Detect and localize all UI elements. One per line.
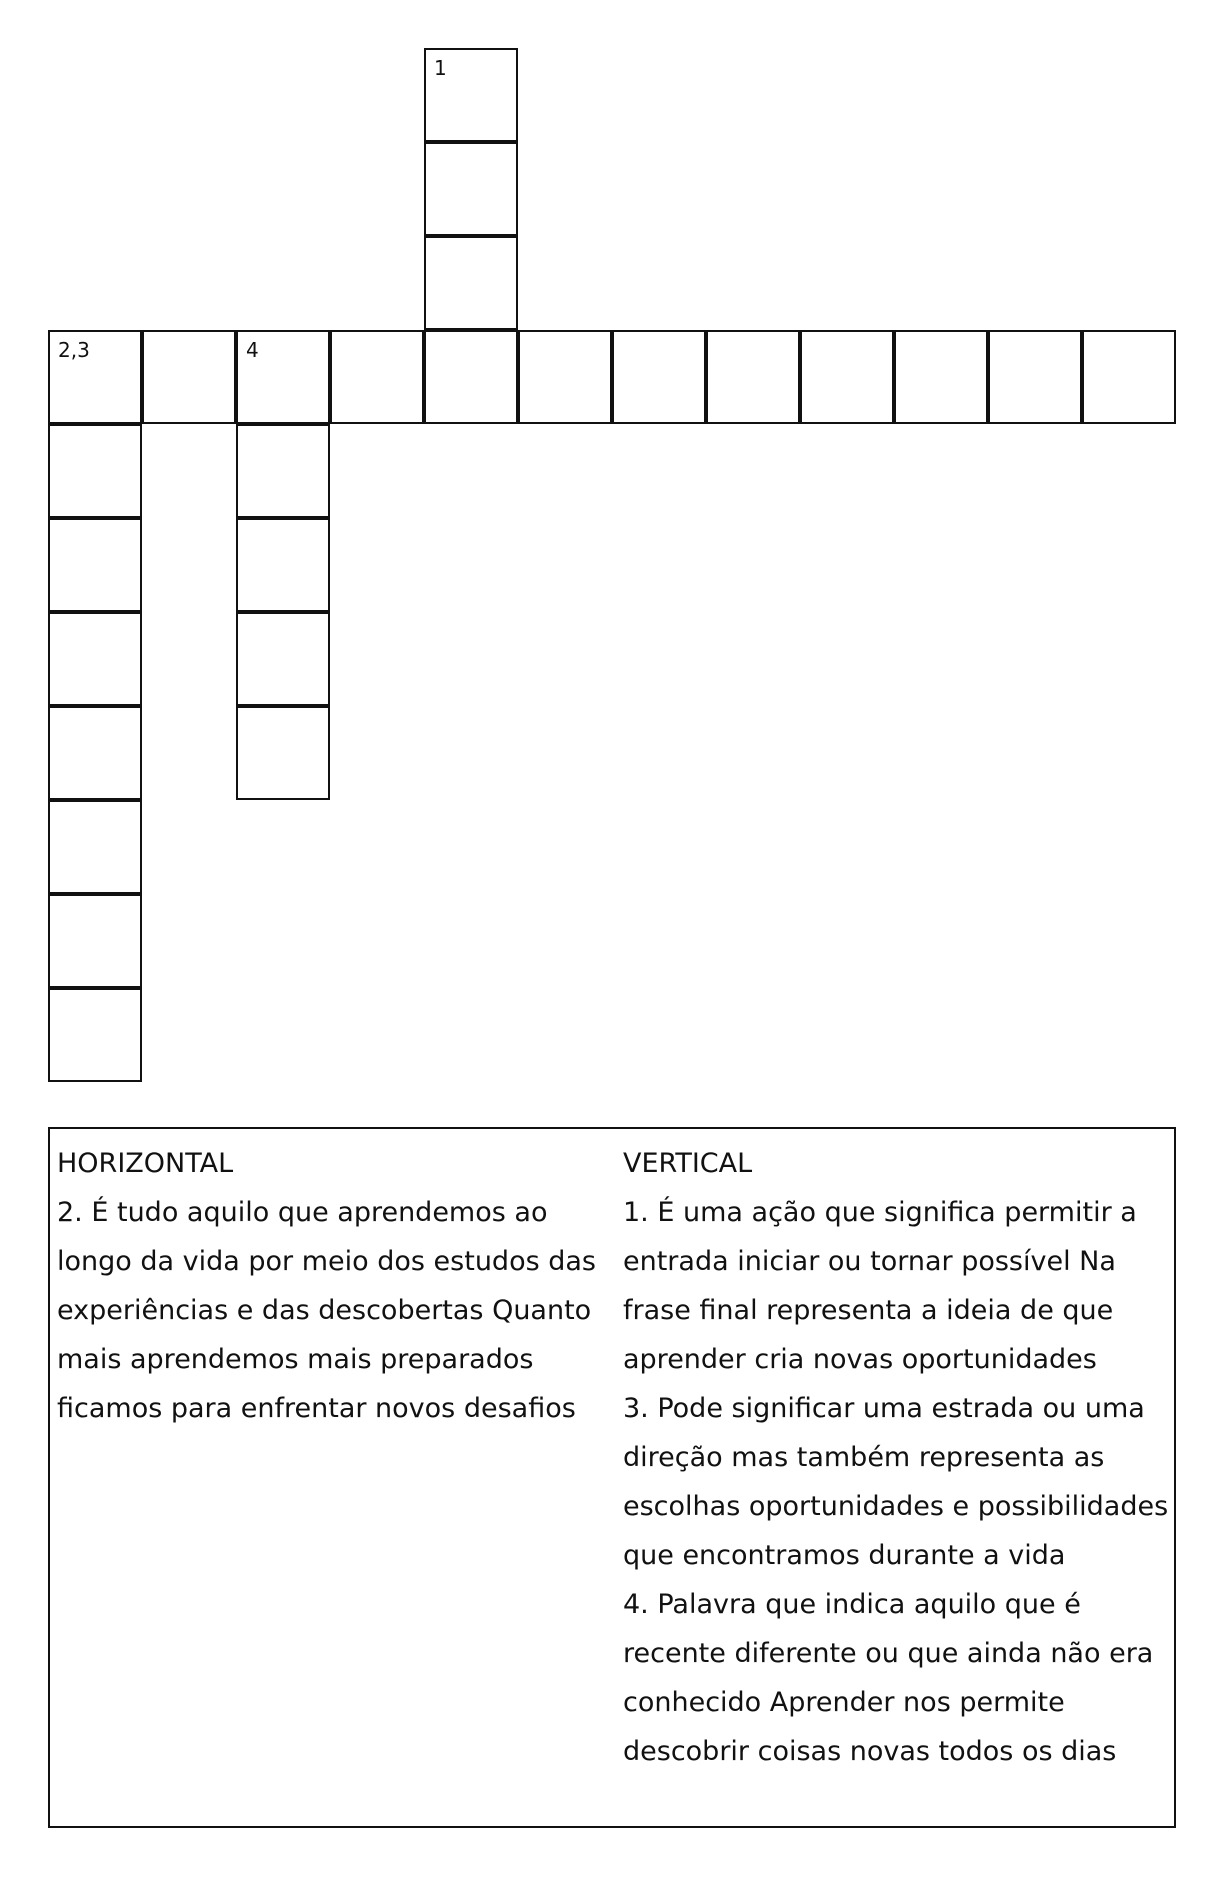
crossword-cell[interactable] bbox=[48, 424, 142, 518]
clue-number: 4 bbox=[246, 338, 259, 362]
crossword-cell[interactable] bbox=[330, 330, 424, 424]
crossword-cell[interactable] bbox=[424, 236, 518, 330]
crossword-cell[interactable] bbox=[142, 330, 236, 424]
vertical-clues bbox=[623, 1139, 1173, 1776]
crossword-cell[interactable] bbox=[236, 330, 330, 424]
crossword-cell[interactable] bbox=[236, 424, 330, 518]
clue-vertical-4: 4. Palavra que indica aquilo que é recente diferente ou que ainda não era conhecido Aprender nos permite descobrir coisas novas todos os dias bbox=[623, 1589, 1154, 1767]
crossword-cell[interactable] bbox=[518, 330, 612, 424]
crossword-cell[interactable] bbox=[236, 706, 330, 800]
crossword-cell[interactable] bbox=[988, 330, 1082, 424]
clue-vertical-3: 3. Pode significar uma estrada ou uma direção mas também representa as escolhas oportunidades e possibilidades que encontramos durante a vida bbox=[623, 1393, 1169, 1571]
crossword-cell[interactable] bbox=[48, 800, 142, 894]
crossword-cell[interactable] bbox=[48, 330, 142, 424]
vertical-heading: VERTICAL bbox=[623, 1148, 753, 1179]
clue-vertical-1: 1. É uma ação que significa permitir a entrada iniciar ou tornar possível Na frase final representa a ideia de que aprender cria novas oportunidades bbox=[623, 1197, 1137, 1375]
crossword-cell[interactable] bbox=[706, 330, 800, 424]
crossword-cell[interactable] bbox=[48, 894, 142, 988]
horizontal-heading: HORIZONTAL bbox=[57, 1148, 234, 1179]
crossword-cell[interactable] bbox=[236, 518, 330, 612]
horizontal-clues bbox=[57, 1139, 602, 1433]
clue-number: 1 bbox=[434, 56, 447, 80]
crossword-cell[interactable] bbox=[894, 330, 988, 424]
crossword-cell[interactable] bbox=[48, 988, 142, 1082]
crossword-cell[interactable] bbox=[48, 518, 142, 612]
crossword-cell[interactable] bbox=[612, 330, 706, 424]
crossword-cell[interactable] bbox=[1082, 330, 1176, 424]
clue-number: 2,3 bbox=[58, 338, 90, 362]
crossword-cell[interactable] bbox=[424, 142, 518, 236]
crossword-cell[interactable] bbox=[424, 330, 518, 424]
crossword-cell[interactable] bbox=[800, 330, 894, 424]
clue-box bbox=[48, 1127, 1176, 1828]
crossword-cell[interactable] bbox=[424, 48, 518, 142]
crossword-cell[interactable] bbox=[236, 612, 330, 706]
crossword-cell[interactable] bbox=[48, 706, 142, 800]
clue-horizontal-2: 2. É tudo aquilo que aprendemos ao longo da vida por meio dos estudos das experiências e das descobertas Quanto mais aprendemos mais preparados ficamos para enfrentar novos desafios bbox=[57, 1197, 596, 1424]
crossword-cell[interactable] bbox=[48, 612, 142, 706]
